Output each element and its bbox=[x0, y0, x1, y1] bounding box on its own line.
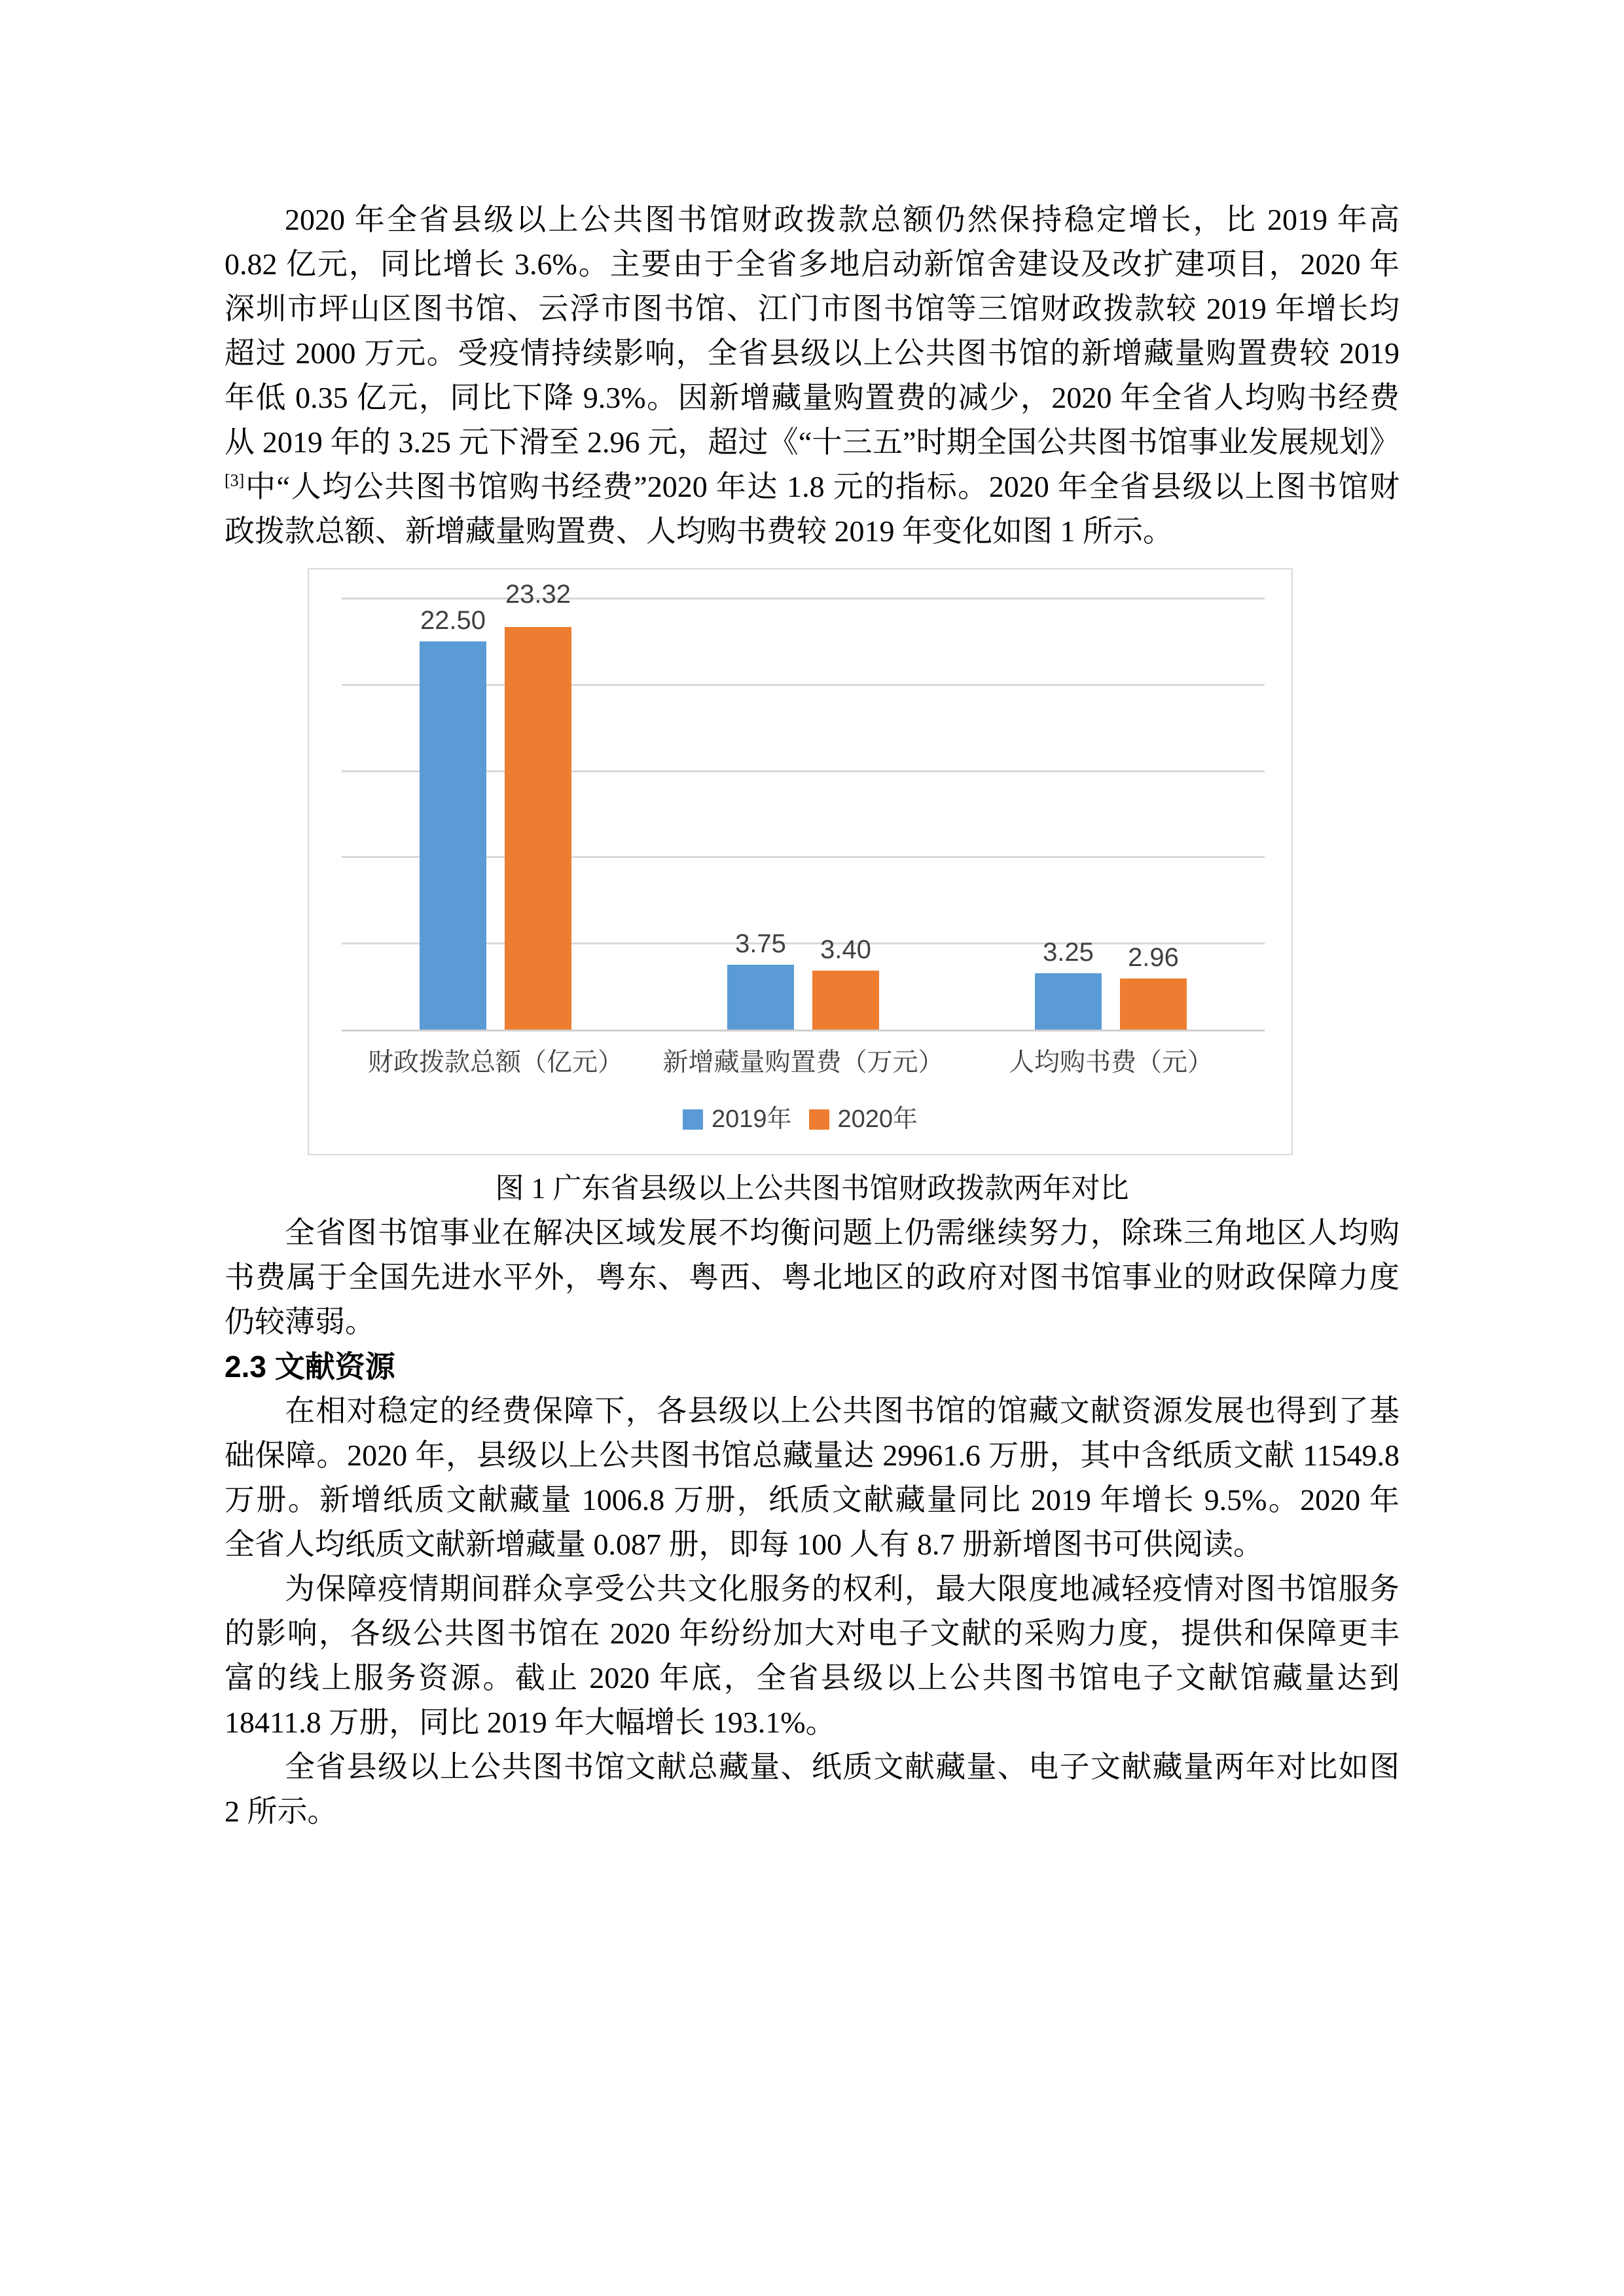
category-label-2: 人均购书费（元） bbox=[1008, 1049, 1213, 1077]
text-line: 全省图书馆事业在解决区域发展不均衡问题上仍需继续努力，除珠三角地区人均购 bbox=[285, 1216, 1399, 1249]
text-line: 富的线上服务资源。截止 2020 年底，全省县级以上公共图书馆电子文献馆藏量达到 bbox=[225, 1661, 1399, 1695]
text-line: 全省人均纸质文献新增藏量 0.087 册，即每 100 人有 8.7 册新增图书可供阅读。 bbox=[225, 1528, 1263, 1561]
legend-item-2020年 bbox=[809, 1106, 918, 1132]
bar-value-label-2020年-0: 23.32 bbox=[505, 580, 571, 609]
legend-swatch-icon bbox=[683, 1109, 703, 1130]
text-line: 从 2019 年的 3.25 元下滑至 2.96 元，超过《“十三五”时期全国公共图书馆事业发展规划》 bbox=[225, 425, 1399, 459]
text-line: 为保障疫情期间群众享受公共文化服务的权利，最大限度地减轻疫情对图书馆服务 bbox=[285, 1572, 1399, 1605]
footnote-reference-3: [3] bbox=[225, 471, 245, 490]
bar-2020年-2 bbox=[1120, 978, 1187, 1030]
text-line: 年低 0.35 亿元，同比下降 9.3%。因新增藏量购置费的减少，2020 年全省人均购书经费 bbox=[225, 381, 1399, 414]
paragraph-3 bbox=[225, 1389, 1399, 1567]
text-line-content: 中“人均公共图书馆购书经费”2020 年达 1.8 元的指标。2020 年全省县级以上图书馆财 bbox=[244, 470, 1399, 503]
bar-2019年-1 bbox=[727, 965, 794, 1030]
chart-legend bbox=[309, 1106, 1291, 1132]
legend-label: 2019年 bbox=[711, 1105, 792, 1133]
bar-value-label-2020年-1: 3.40 bbox=[820, 935, 871, 965]
text-line: 全省县级以上公共图书馆文献总藏量、纸质文献藏量、电子文献藏量两年对比如图 bbox=[285, 1750, 1399, 1784]
lower-text-flow bbox=[225, 1166, 1399, 1834]
text-line: 政拨款总额、新增藏量购置费、人均购书费较 2019 年变化如图 1 所示。 bbox=[225, 514, 1173, 548]
paragraph-5 bbox=[225, 1745, 1399, 1834]
legend-label: 2020年 bbox=[837, 1105, 918, 1133]
text-line: 书费属于全国先进水平外，粤东、粤西、粤北地区的政府对图书馆事业的财政保障力度 bbox=[225, 1261, 1399, 1294]
text-line: 18411.8 万册，同比 2019 年大幅增长 193.1%。 bbox=[225, 1706, 836, 1739]
figure-1-caption: 图 1 广东省县级以上公共图书馆财政拨款两年对比 bbox=[495, 1172, 1129, 1204]
paragraph-4 bbox=[225, 1567, 1399, 1745]
text-line: 的影响，各级公共图书馆在 2020 年纷纷加大对电子文献的采购力度，提供和保障更丰 bbox=[225, 1617, 1399, 1650]
text-line bbox=[225, 465, 1399, 509]
category-label-0: 财政拨款总额（亿元） bbox=[367, 1049, 623, 1077]
text-line: 0.82 亿元，同比增长 3.6%。主要由于全省多地启动新馆舍建设及改扩建项目，2020 年 bbox=[225, 247, 1399, 281]
legend-item-2019年 bbox=[683, 1106, 792, 1132]
bar-2019年-0 bbox=[420, 641, 486, 1030]
section-heading-2-3: 2.3 文献资源 bbox=[225, 1350, 395, 1384]
bar-value-label-2020年-2: 2.96 bbox=[1128, 942, 1179, 972]
paragraph-2 bbox=[225, 1211, 1399, 1344]
category-label-1: 新增藏量购置费（万元） bbox=[662, 1049, 944, 1077]
bar-2019年-2 bbox=[1035, 973, 1102, 1030]
text-line: 超过 2000 万元。受疫情持续影响，全省县级以上公共图书馆的新增藏量购置费较 2019 bbox=[225, 336, 1399, 370]
bar-2020年-0 bbox=[505, 627, 571, 1030]
text-line: 万册。新增纸质文献藏量 1006.8 万册，纸质文献藏量同比 2019 年增长 9.5%。2020 年 bbox=[225, 1483, 1399, 1516]
figure-1-bar-chart bbox=[308, 568, 1293, 1155]
bar-value-label-2019年-2: 3.25 bbox=[1043, 938, 1094, 967]
text-line: 础保障。2020 年，县级以上公共图书馆总藏量达 29961.6 万册，其中含纸质文献 11549.8 bbox=[225, 1439, 1399, 1472]
bar-value-label-2019年-1: 3.75 bbox=[735, 929, 786, 959]
text-line: 2020 年全省县级以上公共图书馆财政拨款总额仍然保持稳定增长，比 2019 年高 bbox=[285, 203, 1399, 236]
bar-2020年-1 bbox=[812, 971, 879, 1030]
text-line: 2 所示。 bbox=[225, 1795, 338, 1828]
bar-value-label-2019年-0: 22.50 bbox=[420, 605, 486, 635]
text-line: 深圳市坪山区图书馆、云浮市图书馆、江门市图书馆等三馆财政拨款较 2019 年增长均 bbox=[225, 292, 1399, 325]
paragraph-1 bbox=[225, 198, 1399, 554]
text-line: 在相对稳定的经费保障下，各县级以上公共图书馆的馆藏文献资源发展也得到了基 bbox=[285, 1394, 1399, 1427]
x-axis-line bbox=[342, 1030, 1265, 1031]
text-line: 仍较薄弱。 bbox=[225, 1305, 375, 1338]
legend-swatch-icon bbox=[809, 1109, 829, 1130]
